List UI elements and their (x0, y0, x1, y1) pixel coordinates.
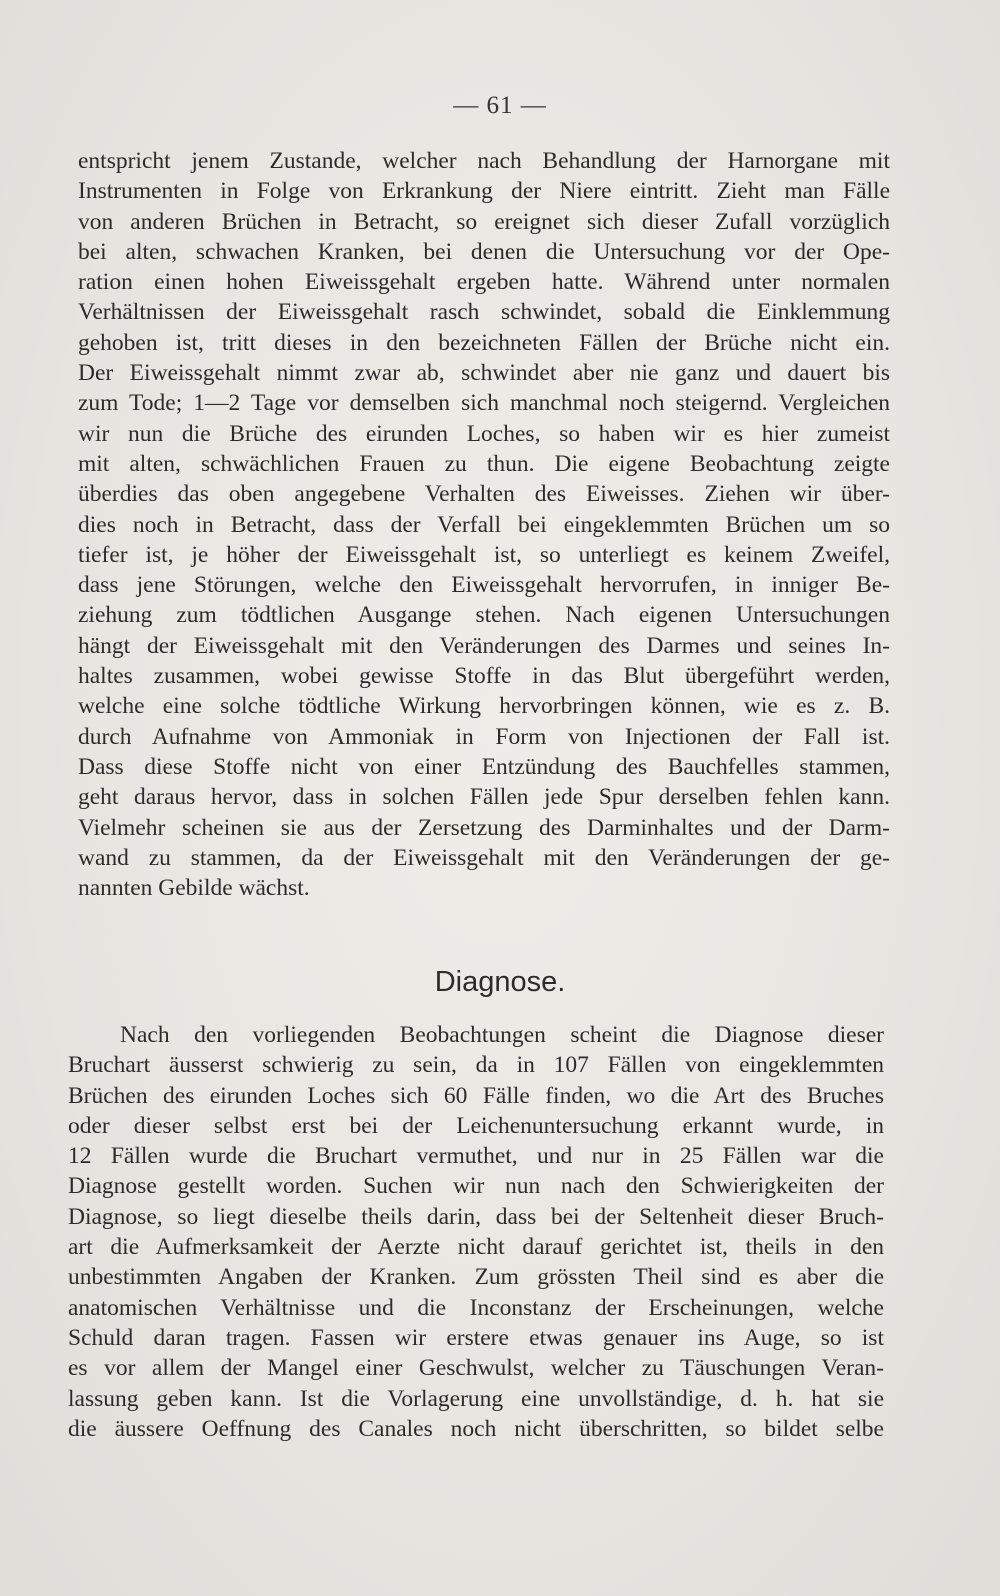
text-line: dies noch in Betracht, dass der Verfall bei eingeklemmten Brüchen um so (78, 511, 890, 538)
text-line: dass jene Störungen, welche den Eiweissgehalt hervorrufen, in inniger Be- (78, 572, 890, 599)
text-line: art die Aufmerksamkeit der Aerzte nicht darauf gerichtet ist, theils in den (68, 1234, 884, 1261)
text-line: wir nun die Brüche des eirunden Loches, so haben wir es hier zumeist (78, 420, 890, 447)
text-line: ration einen hohen Eiweissgehalt ergeben hatte. Während unter normalen (78, 269, 890, 296)
text-line: von anderen Brüchen in Betracht, so ereignet sich dieser Zufall vorzüglich (78, 208, 890, 235)
text-line: ziehung zum tödtlichen Ausgange stehen. Nach eigenen Untersuchungen (78, 602, 890, 629)
page-number: — 61 — (453, 92, 547, 119)
text-line: entspricht jenem Zustande, welcher nach Behandlung der Harnorgane mit (78, 148, 890, 174)
text-line: Instrumenten in Folge von Erkrankung der Niere eintritt. Zieht man Fälle (78, 178, 890, 205)
paragraph-text-block (68, 1020, 884, 1444)
text-line: Verhältnissen der Eiweissgehalt rasch schwindet, sobald die Einklemmung (78, 299, 890, 326)
text-line: lassung geben kann. Ist die Vorlagerung eine unvollständige, d. h. hat sie (68, 1385, 884, 1412)
text-line: bei alten, schwachen Kranken, bei denen die Untersuchung vor der Ope- (78, 238, 890, 265)
text-line: Diagnose, so liegt dieselbe theils darin, dass bei der Seltenheit dieser Bruch- (68, 1203, 884, 1230)
text-line: unbestimmten Angaben der Kranken. Zum grössten Theil sind es aber die (68, 1264, 884, 1291)
text-line: die äussere Oeffnung des Canales noch nicht überschritten, so bildet selbe (68, 1415, 884, 1442)
text-line: Diagnose gestellt worden. Suchen wir nun nach den Schwierigkeiten der (68, 1173, 884, 1200)
text-line: haltes zusammen, wobei gewisse Stoffe in das Blut übergeführt werden, (78, 663, 890, 690)
text-line: Vielmehr scheinen sie aus der Zersetzung des Darminhaltes und der Darm- (78, 814, 890, 841)
text-line: Bruchart äusserst schwierig zu sein, da in 107 Fällen von eingeklemmten (68, 1052, 884, 1079)
text-line: es vor allem der Mangel einer Geschwulst, welcher zu Täuschungen Veran- (68, 1355, 884, 1382)
paragraph-text-block (78, 146, 890, 903)
text-line: überdies das oben angegebene Verhalten des Eiweisses. Ziehen wir über- (78, 481, 890, 508)
text-line: anatomischen Verhältnisse und die Inconstanz der Erscheinungen, welche (68, 1294, 884, 1321)
text-line: zum Tode; 1—2 Tage vor demselben sich manchmal noch steigernd. Vergleichen (78, 390, 890, 417)
text-line: mit alten, schwächlichen Frauen zu thun. Die eigene Beobachtung zeigte (78, 450, 890, 477)
text-line: durch Aufnahme von Ammoniak in Form von Injectionen der Fall ist. (78, 723, 890, 750)
text-line: welche eine solche tödtliche Wirkung hervorbringen können, wie es z. B. (78, 693, 890, 720)
text-line: geht daraus hervor, dass in solchen Fällen jede Spur derselben fehlen kann. (78, 784, 890, 811)
text-line: hängt der Eiweissgehalt mit den Veränderungen des Darmes und seines In- (78, 632, 890, 659)
text-line: Dass diese Stoffe nicht von einer Entzündung des Bauchfelles stammen, (78, 753, 890, 780)
text-line: Schuld daran tragen. Fassen wir erstere etwas genauer ins Auge, so ist (68, 1324, 884, 1351)
text-line: nannten Gebilde wächst. (78, 875, 310, 902)
text-line: tiefer ist, je höher der Eiweissgehalt ist, so unterliegt es keinem Zweifel, (78, 541, 890, 568)
section-heading: Diagnose. (434, 966, 566, 998)
text-line: gehoben ist, tritt dieses in den bezeichneten Fällen der Brüche nicht ein. (78, 329, 890, 356)
text-line: Brüchen des eirunden Loches sich 60 Fälle finden, wo die Art des Bruches (68, 1082, 884, 1109)
text-line: Nach den vorliegenden Beobachtungen scheint die Diagnose dieser (120, 1022, 884, 1048)
text-line: oder dieser selbst erst bei der Leichenuntersuchung erkannt wurde, in (68, 1112, 884, 1139)
text-line: Der Eiweissgehalt nimmt zwar ab, schwindet aber nie ganz und dauert bis (78, 360, 890, 387)
text-line: wand zu stammen, da der Eiweissgehalt mit den Veränderungen der ge- (78, 844, 890, 871)
text-line: 12 Fällen wurde die Bruchart vermuthet, und nur in 25 Fällen war die (68, 1143, 884, 1170)
